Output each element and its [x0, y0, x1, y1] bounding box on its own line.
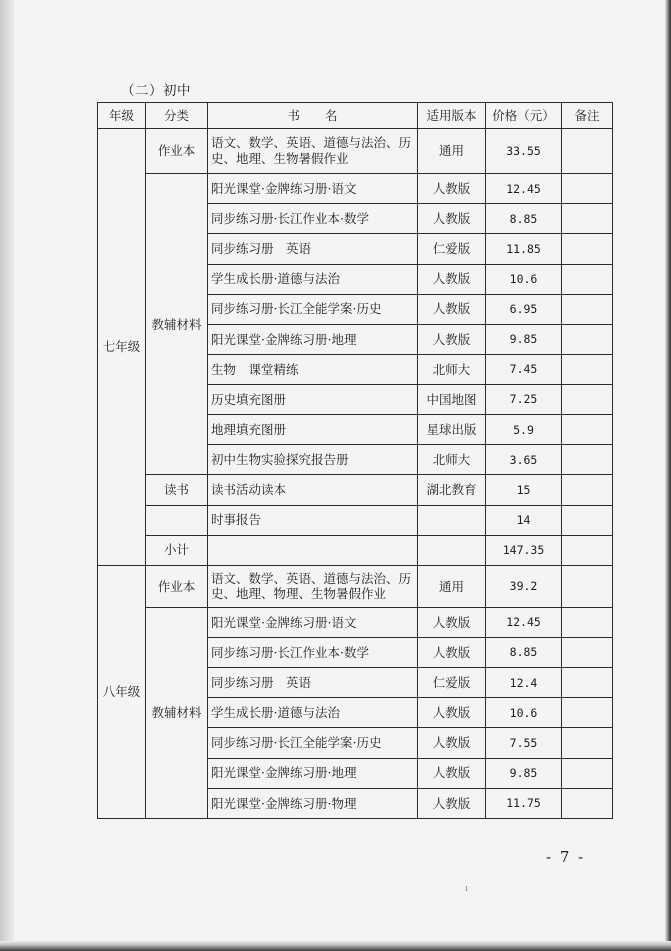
remark-cell — [562, 129, 613, 174]
title-cell: 语文、数学、英语、道德与法治、历史、地理、生物暑假作业 — [208, 129, 418, 174]
remark-cell — [562, 638, 613, 668]
header-remark: 备注 — [562, 103, 613, 129]
subtotal-price: 147.35 — [486, 535, 562, 565]
remark-cell — [562, 174, 613, 204]
price-cell: 12.45 — [486, 174, 562, 204]
header-category: 分类 — [146, 103, 208, 129]
edition-cell — [418, 505, 486, 535]
title-cell: 地理填充图册 — [208, 415, 418, 445]
category-cell: 教辅材料 — [146, 607, 208, 818]
grade-cell: 八年级 — [98, 565, 146, 818]
scan-speck: ı — [465, 884, 468, 894]
title-cell: 阳光课堂·金牌练习册·物理 — [208, 788, 418, 818]
remark-cell — [562, 385, 613, 415]
title-cell: 同步练习册 英语 — [208, 668, 418, 698]
title-cell: 时事报告 — [208, 505, 418, 535]
edition-cell: 仁爱版 — [418, 668, 486, 698]
table-row — [98, 607, 613, 637]
category-cell: 作业本 — [146, 129, 208, 174]
header-grade: 年级 — [98, 103, 146, 129]
price-cell: 11.85 — [486, 234, 562, 264]
edition-cell: 中国地图 — [418, 385, 486, 415]
section-title: （二）初中 — [121, 83, 191, 99]
title-cell: 历史填充图册 — [208, 385, 418, 415]
title-cell: 同步练习册·长江作业本·数学 — [208, 204, 418, 234]
remark-cell — [562, 788, 613, 818]
grade-cell: 七年级 — [98, 129, 146, 566]
title-cell: 阳光课堂·金牌练习册·地理 — [208, 758, 418, 788]
title-cell: 学生成长册·道德与法治 — [208, 698, 418, 728]
title-cell: 阳光课堂·金牌练习册·语文 — [208, 174, 418, 204]
header-title: 书 名 — [208, 103, 418, 129]
page-number: - 7 - — [546, 848, 586, 866]
price-cell: 7.25 — [486, 385, 562, 415]
edition-cell: 人教版 — [418, 264, 486, 294]
header-price: 价格（元） — [486, 103, 562, 129]
remark-cell — [562, 758, 613, 788]
title-cell: 同步练习册·长江作业本·数学 — [208, 638, 418, 668]
price-cell: 7.55 — [486, 728, 562, 758]
title-cell: 学生成长册·道德与法治 — [208, 264, 418, 294]
category-cell: 作业本 — [146, 565, 208, 607]
remark-cell — [562, 505, 613, 535]
remark-cell — [562, 728, 613, 758]
title-cell: 阳光课堂·金牌练习册·地理 — [208, 324, 418, 354]
edition-cell: 人教版 — [418, 174, 486, 204]
remark-cell — [562, 415, 613, 445]
table-row — [98, 129, 613, 174]
title-cell — [208, 535, 418, 565]
price-cell: 14 — [486, 505, 562, 535]
price-cell: 7.45 — [486, 354, 562, 384]
edition-cell: 人教版 — [418, 788, 486, 818]
edition-cell: 通用 — [418, 129, 486, 174]
category-cell — [146, 505, 208, 535]
scan-edge-bottom — [0, 941, 671, 951]
table-row — [98, 475, 613, 505]
table-row — [98, 565, 613, 607]
price-cell: 12.4 — [486, 668, 562, 698]
book-price-table — [97, 102, 613, 819]
edition-cell: 人教版 — [418, 758, 486, 788]
price-cell: 9.85 — [486, 324, 562, 354]
price-cell: 8.85 — [486, 204, 562, 234]
title-cell: 同步练习册 英语 — [208, 234, 418, 264]
edition-cell: 通用 — [418, 565, 486, 607]
edition-cell — [418, 535, 486, 565]
remark-cell — [562, 607, 613, 637]
title-cell: 生物 课堂精练 — [208, 354, 418, 384]
price-cell: 33.55 — [486, 129, 562, 174]
price-cell: 9.85 — [486, 758, 562, 788]
edition-cell: 人教版 — [418, 607, 486, 637]
subtotal-row — [98, 535, 613, 565]
edition-cell: 人教版 — [418, 294, 486, 324]
edition-cell: 人教版 — [418, 728, 486, 758]
price-cell: 8.85 — [486, 638, 562, 668]
remark-cell — [562, 324, 613, 354]
edition-cell: 湖北教育 — [418, 475, 486, 505]
edition-cell: 星球出版 — [418, 415, 486, 445]
edition-cell: 人教版 — [418, 638, 486, 668]
scan-edge-left — [0, 0, 14, 951]
title-cell: 初中生物实验探究报告册 — [208, 445, 418, 475]
remark-cell — [562, 445, 613, 475]
price-cell: 39.2 — [486, 565, 562, 607]
category-cell: 读书 — [146, 475, 208, 505]
remark-cell — [562, 565, 613, 607]
price-cell: 12.45 — [486, 607, 562, 637]
price-cell: 3.65 — [486, 445, 562, 475]
remark-cell — [562, 264, 613, 294]
remark-cell — [562, 668, 613, 698]
title-cell: 阳光课堂·金牌练习册·语文 — [208, 607, 418, 637]
title-cell: 同步练习册·长江全能学案·历史 — [208, 728, 418, 758]
scan-edge-right — [665, 0, 671, 951]
remark-cell — [562, 294, 613, 324]
price-cell: 6.95 — [486, 294, 562, 324]
price-cell: 11.75 — [486, 788, 562, 818]
table-row — [98, 174, 613, 204]
price-cell: 10.6 — [486, 264, 562, 294]
category-cell: 教辅材料 — [146, 174, 208, 475]
title-cell: 同步练习册·长江全能学案·历史 — [208, 294, 418, 324]
edition-cell: 北师大 — [418, 445, 486, 475]
title-cell: 语文、数学、英语、道德与法治、历史、地理、物理、生物暑假作业 — [208, 565, 418, 607]
subtotal-label: 小计 — [146, 535, 208, 565]
title-cell: 读书活动读本 — [208, 475, 418, 505]
table-row — [98, 505, 613, 535]
table-header-row — [98, 103, 613, 129]
remark-cell — [562, 698, 613, 728]
edition-cell: 人教版 — [418, 698, 486, 728]
edition-cell: 仁爱版 — [418, 234, 486, 264]
edition-cell: 人教版 — [418, 204, 486, 234]
header-edition: 适用版本 — [418, 103, 486, 129]
price-cell: 15 — [486, 475, 562, 505]
remark-cell — [562, 475, 613, 505]
remark-cell — [562, 535, 613, 565]
remark-cell — [562, 234, 613, 264]
price-cell: 10.6 — [486, 698, 562, 728]
edition-cell: 人教版 — [418, 324, 486, 354]
remark-cell — [562, 204, 613, 234]
price-cell: 5.9 — [486, 415, 562, 445]
edition-cell: 北师大 — [418, 354, 486, 384]
remark-cell — [562, 354, 613, 384]
